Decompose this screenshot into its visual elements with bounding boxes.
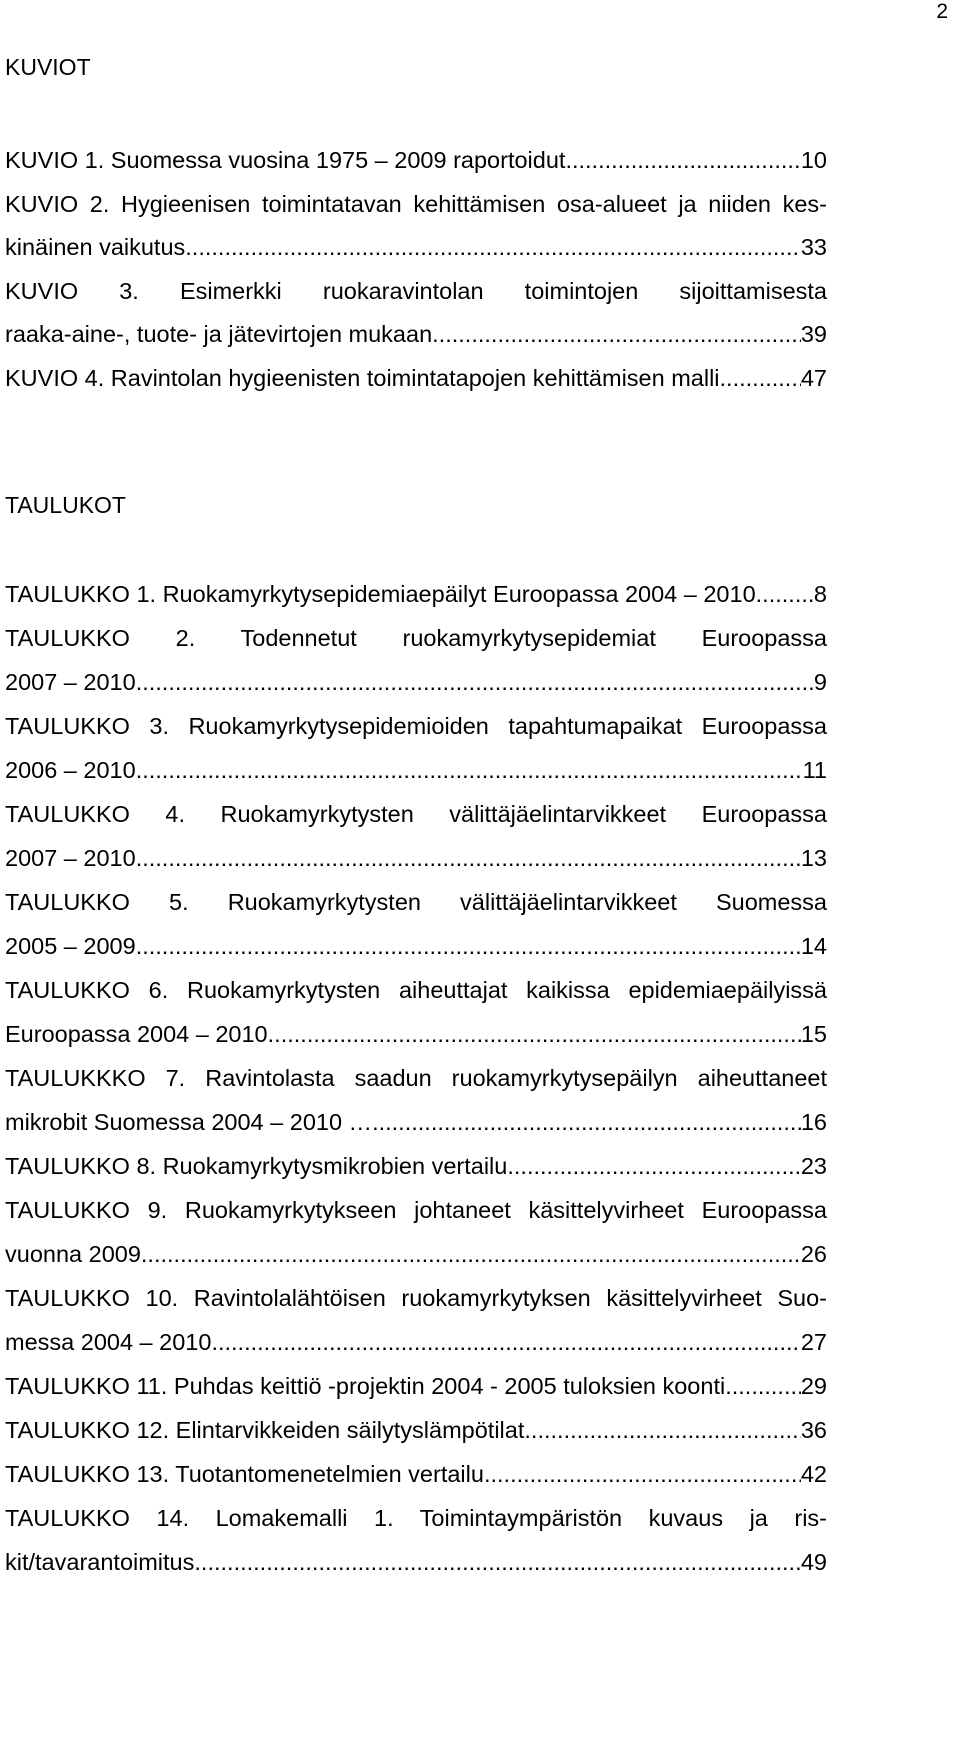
table-entry-line [5,1188,827,1232]
table-entry-text: TAULUKKO 13. Tuotantomenetelmien vertailu [5,1461,484,1487]
table-entry-text: TAULUKKO 8. Ruokamyrkytysmikrobien vertailu [5,1153,508,1179]
figure-entry-text: raaka-aine-, tuote- ja jätevirtojen mukaan [5,321,433,347]
figure-entry-text: KUVIO 4. Ravintolan hygieenisten toimintatapojen kehittämisen malli [5,364,720,391]
table-entry-page: 29 [800,1373,827,1399]
table-entry-text: TAULUKKO 11. Puhdas keittiö -projektin 2004 - 2005 tuloksien koonti [5,1373,726,1399]
table-entry-page: 16 [800,1109,827,1135]
figure-entry-text: KUVIO 1. Suomessa vuosina 1975 – 2009 raportoidut [5,147,566,173]
dot-leader [432,313,801,357]
figure-entry-text: KUVIO 2. Hygieenisen toimintatavan kehittämisen osa-alueet ja niiden kes- [5,190,827,217]
table-entry-page: 15 [800,1021,827,1047]
table-entry-page: 26 [800,1241,827,1267]
table-entry-line [5,836,827,880]
table-entry-text: mikrobit Suomessa 2004 – 2010 … [5,1109,373,1135]
table-entry-line [5,968,827,1012]
figure-entry-line [5,139,827,183]
table-entry-text: TAULUKKO 4. Ruokamyrkytysten välittäjäelintarvikkeet Euroopassa [5,801,827,827]
table-entry-page: 11 [802,757,827,783]
dot-leader [136,748,803,792]
table-entry-line [5,1012,827,1056]
table-entry-line [5,1408,827,1452]
figure-entry-line [5,357,827,401]
table-entry-page: 8 [813,581,827,607]
table-entry-line [5,1364,827,1408]
figure-entry-line [5,313,827,357]
dot-leader [194,1540,800,1584]
dot-leader [484,1452,801,1496]
table-entry-text: Euroopassa 2004 – 2010 [5,1021,268,1047]
dot-leader [136,660,814,704]
table-entry-page: 9 [813,669,827,695]
table-entry-line [5,1276,827,1320]
dot-leader [372,1100,801,1144]
table-entry-line [5,1056,827,1100]
dot-leader [725,1364,801,1408]
table-entry-text: TAULUKKO 1. Ruokamyrkytysepidemiaepäilyt Euroopassa 2004 – 2010 [5,581,756,607]
tables-heading: TAULUKOT [5,492,126,518]
table-entry-line [5,1144,827,1188]
dot-leader [268,1012,801,1056]
dot-leader [756,572,814,616]
table-entry-text: TAULUKKO 12. Elintarvikkeiden säilytyslämpötilat [5,1417,525,1443]
dot-leader [211,1320,800,1364]
tables-list [5,572,827,1584]
figure-entry-text: kinäinen vaikutus [5,234,186,260]
table-entry-text: vuonna 2009 [5,1241,141,1267]
figure-entry-line [5,226,827,270]
figures-list [5,139,827,400]
dot-leader [524,1408,800,1452]
table-entry-page: 13 [800,845,827,871]
dot-leader [720,357,801,401]
table-entry-text: TAULUKKO 9. Ruokamyrkytykseen johtaneet käsittelyvirheet Euroopassa [5,1197,827,1223]
table-entry-page: 27 [800,1329,827,1355]
table-entry-page: 42 [800,1461,827,1487]
table-entry-line [5,704,827,748]
table-entry-line [5,880,827,924]
table-entry-text: TAULUKKO 6. Ruokamyrkytysten aiheuttajat kaikissa epidemiaepäilyissä [5,977,827,1003]
dot-leader [136,924,801,968]
table-entry-page: 23 [800,1153,827,1179]
table-entry-line [5,1320,827,1364]
table-entry-page: 49 [800,1549,827,1575]
table-entry-line [5,1232,827,1276]
table-entry-line [5,1452,827,1496]
table-entry-line [5,1100,827,1144]
table-entry-text: 2007 – 2010 [5,845,136,871]
table-entry-text: TAULUKKO 2. Todennetut ruokamyrkytysepidemiat Euroopassa [5,625,827,651]
figure-entry-text: KUVIO 3. Esimerkki ruokaravintolan toimintojen sijoittamisesta [5,277,827,304]
dot-leader [136,836,801,880]
figure-entry-line [5,270,827,314]
figure-entry-page: 10 [800,147,827,173]
table-entry-text: messa 2004 – 2010 [5,1329,212,1355]
table-entry-line [5,572,827,616]
table-entry-text: 2005 – 2009 [5,933,136,959]
table-entry-text: TAULUKKO 10. Ravintolalähtöisen ruokamyrkytyksen käsittelyvirheet Suo- [5,1285,827,1311]
table-entry-line [5,616,827,660]
table-entry-line [5,748,827,792]
figure-entry-page: 33 [800,234,827,260]
table-entry-page: 14 [800,933,827,959]
table-entry-text: 2007 – 2010 [5,669,136,695]
dot-leader [565,139,800,183]
table-entry-line [5,924,827,968]
table-entry-line [5,1496,827,1540]
dot-leader [507,1144,801,1188]
figure-entry-page: 39 [800,321,827,347]
page-number: 2 [936,0,948,23]
table-entry-line [5,792,827,836]
table-entry-text: TAULUKKKO 7. Ravintolasta saadun ruokamyrkytysepäilyn aiheuttaneet [5,1065,827,1091]
table-entry-text: TAULUKKO 5. Ruokamyrkytysten välittäjäelintarvikkeet Suomessa [5,889,827,915]
table-entry-text: 2006 – 2010 [5,757,136,783]
figures-heading: KUVIOT [5,54,91,80]
figure-entry-page: 47 [800,364,827,391]
table-entry-text: kit/tavarantoimitus [5,1549,195,1575]
table-entry-line [5,660,827,704]
figure-entry-line [5,183,827,227]
table-entry-text: TAULUKKO 3. Ruokamyrkytysepidemioiden tapahtumapaikat Euroopassa [5,713,827,739]
table-entry-line [5,1540,827,1584]
table-entry-page: 36 [800,1417,827,1443]
table-entry-text: TAULUKKO 14. Lomakemalli 1. Toimintaympäristön kuvaus ja ris- [5,1505,827,1531]
dot-leader [141,1232,801,1276]
dot-leader [185,226,801,270]
